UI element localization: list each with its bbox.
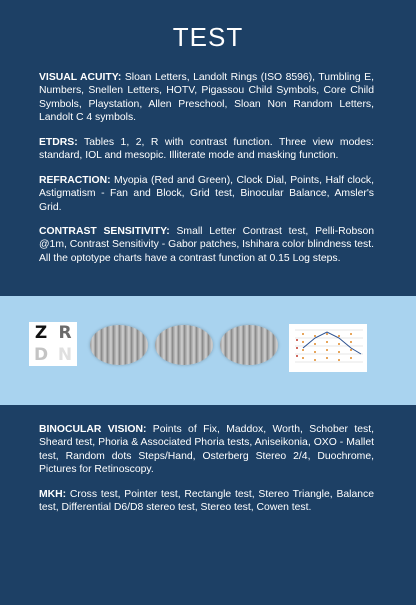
etdrs-section	[39, 136, 374, 163]
gabor-patch-image	[155, 325, 213, 365]
contrast-graph-tile	[289, 324, 367, 372]
sloan-letters-tile	[29, 322, 77, 366]
mkh-section	[39, 488, 374, 515]
letter-z: Z	[34, 323, 48, 343]
page-title: TEST	[172, 22, 244, 52]
contrast-sensitivity-label: CONTRAST SENSITIVITY:	[39, 226, 170, 237]
letter-r: R	[58, 323, 72, 343]
contrast-graph-image	[289, 324, 367, 372]
contrast-sensitivity-section	[39, 225, 374, 265]
visual-acuity-section	[39, 71, 374, 125]
refraction-text: Myopia (Red and Green), Clock Dial, Points, Half clock, Astigmatism - Fan and Block, Grid test, Binocular Balance, Amsler's Grid.	[39, 175, 374, 213]
binocular-vision-section	[39, 423, 374, 477]
binocular-vision-text: Points of Fix, Maddox, Worth, Schober test, Sheard test, Phoria & Associated Phoria tests, Aniseikonia, OXO - Mallet test, Random dots Steps/Hand, Osterberg Stereo 2/4, Duochrome, Pictures for Retinoscopy.	[39, 424, 374, 476]
refraction-label: REFRACTION:	[39, 175, 111, 186]
mkh-label: MKH:	[39, 489, 67, 500]
visual-acuity-text: Sloan Letters, Landolt Rings (ISO 8596), Tumbling E, Numbers, Snellen Letters, HOTV, Pigassou Child Symbols, Core Child Symbols, Playstation, Allen Preschool, Sloan Non Random Letters, Landolt C 4 symbols.	[39, 72, 375, 124]
letter-d: D	[33, 345, 49, 365]
gabor-patch-image	[90, 325, 148, 365]
letter-n: N	[57, 345, 73, 365]
contrast-sensitivity-text: Small Letter Contrast test, Pelli-Robson @1m, Contrast Sensitivity - Gabor patches, Ishihara color blindness test. All the optotype charts have a contrast function at 0.15 Log steps.	[39, 226, 374, 264]
etdrs-text: Tables 1, 2, R with contrast function. Three view modes: standard, IOL and mesopic. Illiterate mode and masking function.	[39, 137, 374, 162]
test-images-band	[0, 296, 416, 405]
refraction-section	[39, 174, 374, 214]
mkh-text: Cross test, Pointer test, Rectangle test, Stereo Triangle, Balance test, Differential D6/D8 stereo test, Stereo test, Cowen test.	[39, 489, 374, 514]
binocular-vision-label: BINOCULAR VISION:	[39, 424, 147, 435]
gabor-patch-image	[220, 325, 278, 365]
etdrs-label: ETDRS:	[39, 137, 78, 148]
visual-acuity-label: VISUAL ACUITY:	[39, 72, 122, 83]
